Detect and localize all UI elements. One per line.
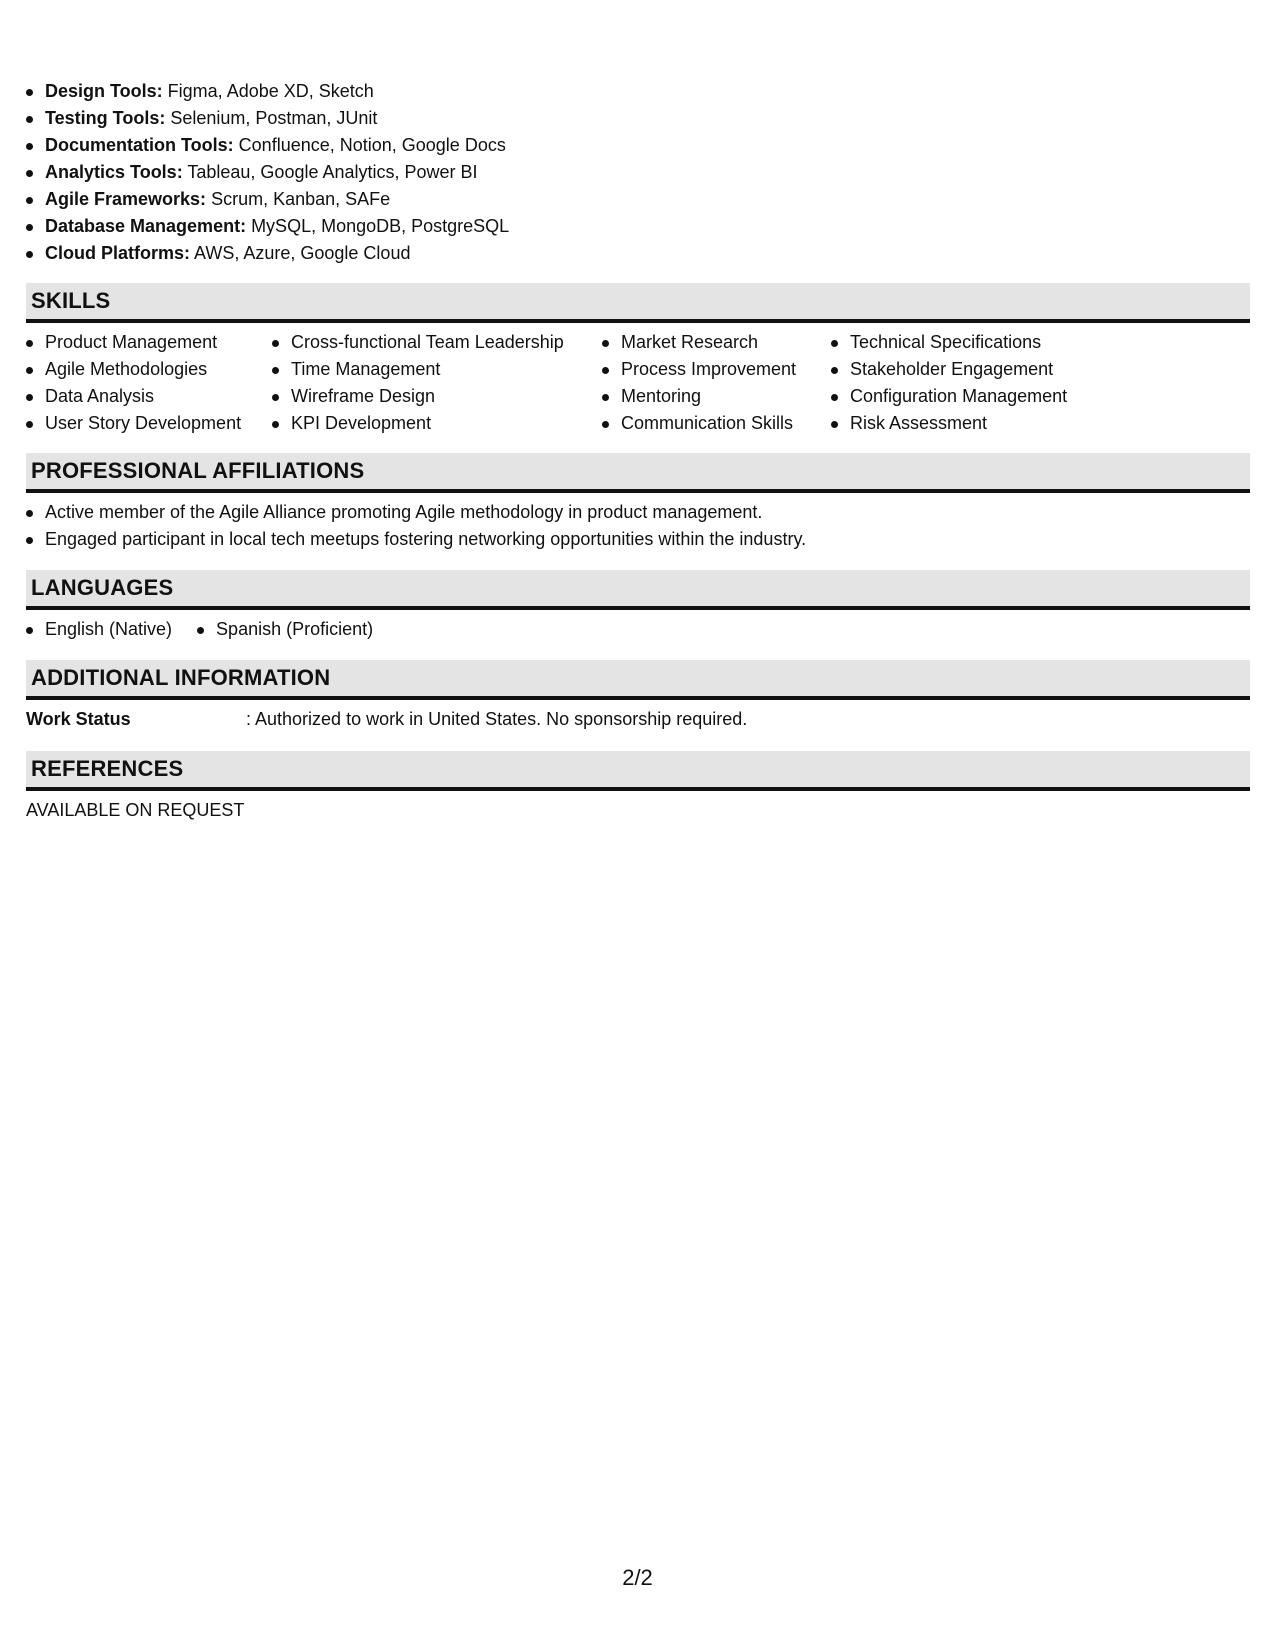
skills-column [26,329,272,437]
references-section-title: REFERENCES [26,751,1250,791]
skill-item: Communication Skills [602,410,831,437]
skill-item: Configuration Management [831,383,1131,410]
languages-section-title: LANGUAGES [26,570,1250,610]
skill-item: Product Management [26,329,272,356]
skills-column [272,329,602,437]
skill-item: Technical Specifications [831,329,1131,356]
skill-item: Wireframe Design [272,383,602,410]
skill-item: Cross-functional Team Leadership [272,329,602,356]
tools-item: Documentation Tools: Confluence, Notion, Google Docs [26,132,1250,159]
page-number: 2/2 [622,1565,653,1590]
skills-column [602,329,831,437]
tools-item: Analytics Tools: Tableau, Google Analytics, Power BI [26,159,1250,186]
skill-item: Stakeholder Engagement [831,356,1131,383]
languages-list [26,616,1250,643]
skill-item: Risk Assessment [831,410,1131,437]
skills-column [831,329,1131,437]
skill-item: KPI Development [272,410,602,437]
work-status-value: : Authorized to work in United States. No sponsorship required. [246,709,748,729]
tools-item: Cloud Platforms: AWS, Azure, Google Cloud [26,240,1250,267]
affiliations-list [26,499,1250,553]
tools-item: Design Tools: Figma, Adobe XD, Sketch [26,78,1250,105]
affiliations-section-title: PROFESSIONAL AFFILIATIONS [26,453,1250,493]
skill-item: Process Improvement [602,356,831,383]
affiliation-item: Active member of the Agile Alliance promoting Agile methodology in product management. [26,499,1250,526]
skill-item: Agile Methodologies [26,356,272,383]
skill-item: Market Research [602,329,831,356]
tools-list [26,78,1250,267]
tools-item: Database Management: MySQL, MongoDB, PostgreSQL [26,213,1250,240]
tools-item: Testing Tools: Selenium, Postman, JUnit [26,105,1250,132]
resume-page [26,78,1250,824]
affiliation-item: Engaged participant in local tech meetups fostering networking opportunities within the industry. [26,526,1250,553]
language-item: English (Native) [26,616,172,643]
skill-item: Time Management [272,356,602,383]
references-text: AVAILABLE ON REQUEST [26,800,245,820]
skills-grid [26,329,1250,437]
work-status-row [26,706,1250,733]
skills-section-title: SKILLS [26,283,1250,323]
additional-info-section-title: ADDITIONAL INFORMATION [26,660,1250,700]
work-status-label: Work Status [26,709,131,729]
skill-item: Data Analysis [26,383,272,410]
skill-item: User Story Development [26,410,272,437]
tools-item: Agile Frameworks: Scrum, Kanban, SAFe [26,186,1250,213]
language-item: Spanish (Proficient) [197,616,373,643]
skill-item: Mentoring [602,383,831,410]
